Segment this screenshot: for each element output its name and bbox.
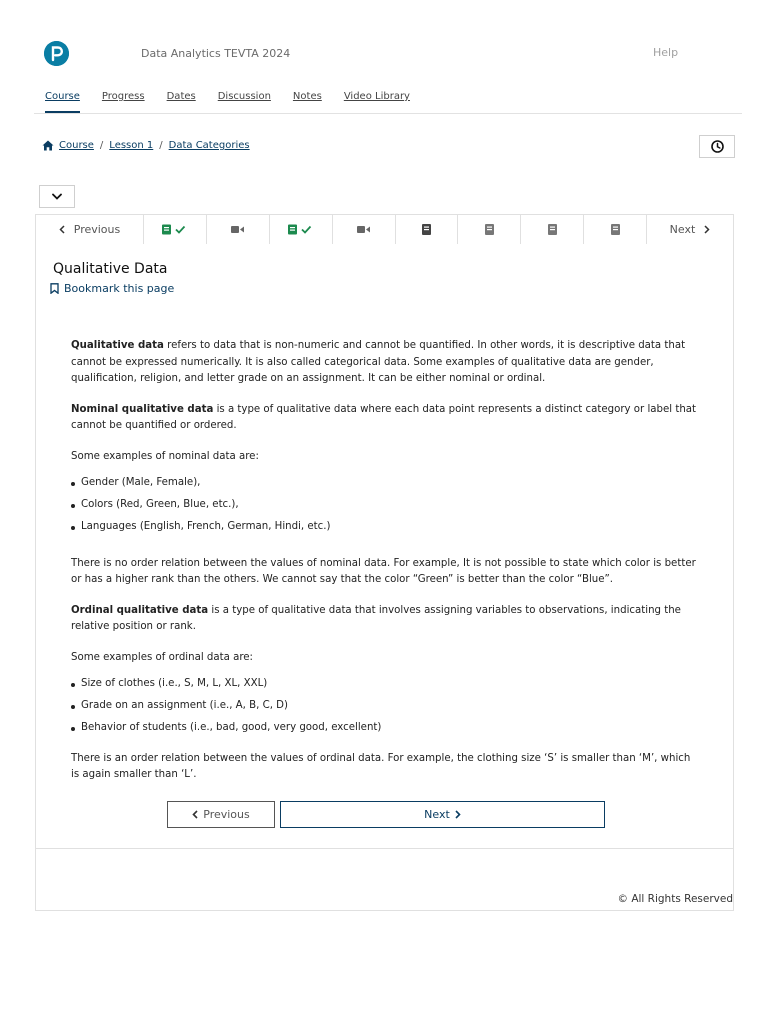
course-title: Data Analytics TEVTA 2024 xyxy=(141,47,291,60)
paragraph-text: is a type of qualitative data where each data point represents a distinct category or label that cannot be quantified or ordered. xyxy=(71,403,697,431)
paragraph: Some examples of nominal data are: xyxy=(71,450,259,462)
breadcrumb-lesson[interactable]: Lesson 1 xyxy=(109,140,154,151)
term-qualitative-data: Qualitative data xyxy=(71,340,164,351)
clock-icon xyxy=(711,140,724,153)
sequence-previous-button[interactable] xyxy=(36,215,144,244)
sequence-next-label: Next xyxy=(669,223,696,236)
paragraph: Some examples of ordinal data are: xyxy=(71,651,253,663)
tab-dates[interactable]: Dates xyxy=(166,91,196,102)
copyright xyxy=(617,893,733,905)
chevron-right-icon xyxy=(704,225,710,234)
copyright-icon: © xyxy=(617,893,628,905)
breadcrumb-separator: / xyxy=(99,140,104,151)
tab-progress[interactable]: Progress xyxy=(101,91,145,102)
chevron-left-icon xyxy=(192,810,198,819)
chevron-left-icon xyxy=(59,225,65,234)
list-item: Size of clothes (i.e., S, M, L, XL, XXL) xyxy=(71,676,697,693)
paragraph: There is no order relation between the values of nominal data. For example, It is not possible to state which color is better or has a higher rank than the others. We cannot say that the color “Green” is better than the color “Blue”. xyxy=(71,557,696,585)
sequence-item-video[interactable] xyxy=(333,215,396,244)
list-item: Gender (Male, Female), xyxy=(71,475,697,492)
sequence-item-text[interactable] xyxy=(521,215,584,244)
paragraph xyxy=(71,402,697,435)
paragraph: There is an order relation between the values of ordinal data. For example, the clothing size ‘S’ is smaller than ‘M’, which is again smaller than ‘L’. xyxy=(71,752,691,780)
sequence-item-problem[interactable] xyxy=(270,215,333,244)
help-link[interactable]: Help xyxy=(653,46,679,59)
bottom-next-label: Next xyxy=(424,808,450,821)
chevron-down-icon xyxy=(52,193,62,200)
breadcrumb-section[interactable]: Data Categories xyxy=(168,140,250,151)
sequence-item-text[interactable] xyxy=(584,215,646,244)
bookmark-label: Bookmark this page xyxy=(64,282,175,295)
footer xyxy=(35,849,734,911)
tab-course[interactable]: Course xyxy=(45,86,80,113)
sequence-next-button[interactable] xyxy=(646,215,733,244)
problem-complete-icon xyxy=(288,224,314,235)
tab-notes[interactable]: Notes xyxy=(292,91,322,102)
book-icon xyxy=(422,224,431,235)
paragraph xyxy=(71,603,697,636)
sequence-previous-label: Previous xyxy=(73,223,121,236)
problem-complete-icon xyxy=(162,224,188,235)
sequence-item-text[interactable] xyxy=(458,215,521,244)
book-icon xyxy=(485,224,494,235)
pearson-logo[interactable] xyxy=(44,41,69,66)
sequence-item-video[interactable] xyxy=(207,215,270,244)
breadcrumb xyxy=(42,140,250,151)
unit-content xyxy=(35,244,734,849)
sidebar-toggle-button[interactable] xyxy=(39,185,75,208)
breadcrumb-course[interactable]: Course xyxy=(59,140,94,151)
history-button[interactable] xyxy=(699,135,735,158)
list-item: Colors (Red, Green, Blue, etc.), xyxy=(71,497,697,514)
paragraph-text: refers to data that is non-numeric and cannot be quantified. In other words, it is descriptive data that cannot be expressed numerically. It is also called categorical data. Some examples of qualitative data are gender, qualification, religion, and letter grade on an assignment. It can be either nominal or ordinal. xyxy=(71,340,686,384)
breadcrumb-separator: / xyxy=(159,140,163,151)
chevron-right-icon xyxy=(455,810,461,819)
video-icon xyxy=(357,225,370,234)
pearson-logo-icon xyxy=(44,41,69,66)
bookmark-button[interactable] xyxy=(50,282,174,295)
bottom-previous-label: Previous xyxy=(203,808,250,821)
unit-title: Qualitative Data xyxy=(53,261,168,277)
term-ordinal-data: Ordinal qualitative data xyxy=(71,604,209,616)
bottom-next-button[interactable] xyxy=(280,801,605,828)
sequence-navigation xyxy=(35,214,734,245)
list-item: Behavior of students (i.e., bad, good, very good, excellent) xyxy=(71,720,697,737)
book-icon xyxy=(611,224,620,235)
bookmark-icon xyxy=(50,283,59,294)
home-icon xyxy=(42,140,54,151)
tab-video-library[interactable]: Video Library xyxy=(343,91,410,102)
term-nominal-data: Nominal qualitative data xyxy=(71,403,214,415)
video-icon xyxy=(231,225,244,234)
sequence-item-problem[interactable] xyxy=(144,215,207,244)
book-icon xyxy=(548,224,557,235)
tab-discussion[interactable]: Discussion xyxy=(217,91,271,102)
copyright-text: All Rights Reserved xyxy=(631,893,733,905)
bottom-previous-button[interactable] xyxy=(167,801,275,828)
nominal-examples-list xyxy=(71,475,697,536)
ordinal-examples-list xyxy=(71,676,697,737)
paragraph-text: is a type of qualitative data that involves assigning variables to observations, indicating the relative position or rank. xyxy=(71,604,681,632)
paragraph xyxy=(71,338,697,388)
list-item: Grade on an assignment (i.e., A, B, C, D) xyxy=(71,698,697,715)
list-item: Languages (English, French, German, Hindi, etc.) xyxy=(71,519,697,536)
unit-body xyxy=(71,338,697,798)
course-nav-tabs xyxy=(34,86,742,114)
sequence-item-text[interactable] xyxy=(396,215,459,244)
